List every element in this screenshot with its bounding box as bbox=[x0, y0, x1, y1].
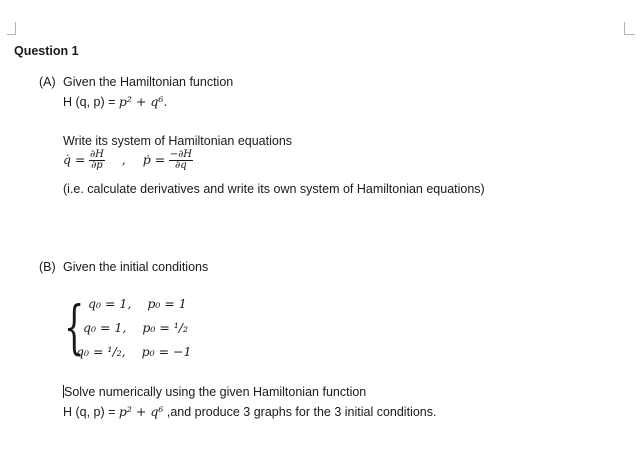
part-b-hamiltonian-prefix: H (q, p) = bbox=[63, 405, 119, 419]
qdot-numerator: ∂H bbox=[89, 149, 104, 161]
part-a-label: (A) bbox=[39, 75, 56, 89]
qdot-fraction bbox=[89, 150, 105, 171]
part-a-hamiltonian-expression: p² + q⁶. bbox=[118, 94, 168, 109]
pdot-lhs: ṗ = bbox=[142, 152, 166, 167]
condition-p: p₀ = ¹/₂ bbox=[142, 320, 188, 335]
pdot-denominator: ∂q bbox=[175, 160, 187, 172]
part-b-produce-text: ,and produce 3 graphs for the 3 initial conditions. bbox=[163, 405, 437, 419]
condition-row bbox=[88, 296, 187, 311]
pdot-fraction bbox=[169, 150, 193, 171]
condition-row bbox=[76, 344, 191, 359]
question-title: Question 1 bbox=[14, 44, 79, 58]
condition-p: p₀ = 1 bbox=[147, 296, 187, 311]
pdot-numerator: −∂H bbox=[169, 149, 192, 161]
part-b-solve-label: Solve numerically using the given Hamiltonian function bbox=[64, 385, 367, 399]
part-b-intro: Given the initial conditions bbox=[63, 260, 209, 274]
condition-row bbox=[83, 320, 188, 335]
part-b-solve-text[interactable] bbox=[63, 385, 366, 400]
condition-p: p₀ = −1 bbox=[141, 344, 192, 359]
part-a-intro: Given the Hamiltonian function bbox=[63, 75, 234, 89]
crop-mark-top-left bbox=[7, 22, 16, 35]
part-a-hamiltonian-prefix: H (q, p) = bbox=[63, 95, 119, 109]
part-a-clarification: (i.e. calculate derivatives and write its own system of Hamiltonian equations) bbox=[63, 182, 485, 196]
part-b-label: (B) bbox=[39, 260, 56, 274]
equation-separator: , bbox=[121, 152, 126, 167]
qdot-lhs: q̇ = bbox=[63, 152, 86, 167]
qdot-denominator: ∂p bbox=[91, 160, 103, 172]
condition-q: q₀ = 1, bbox=[83, 320, 127, 335]
part-a-write-prompt: Write its system of Hamiltonian equations bbox=[63, 134, 293, 148]
part-b-hamiltonian bbox=[63, 404, 436, 420]
part-a-hamiltonian bbox=[63, 94, 167, 110]
crop-mark-top-right bbox=[624, 22, 635, 35]
system-brace: { bbox=[64, 293, 85, 361]
hamilton-equations bbox=[63, 149, 193, 171]
condition-q: q₀ = 1, bbox=[88, 296, 132, 311]
part-b-hamiltonian-expression: p² + q⁶ bbox=[118, 404, 164, 419]
condition-q: q₀ = ¹/₂, bbox=[76, 344, 126, 359]
